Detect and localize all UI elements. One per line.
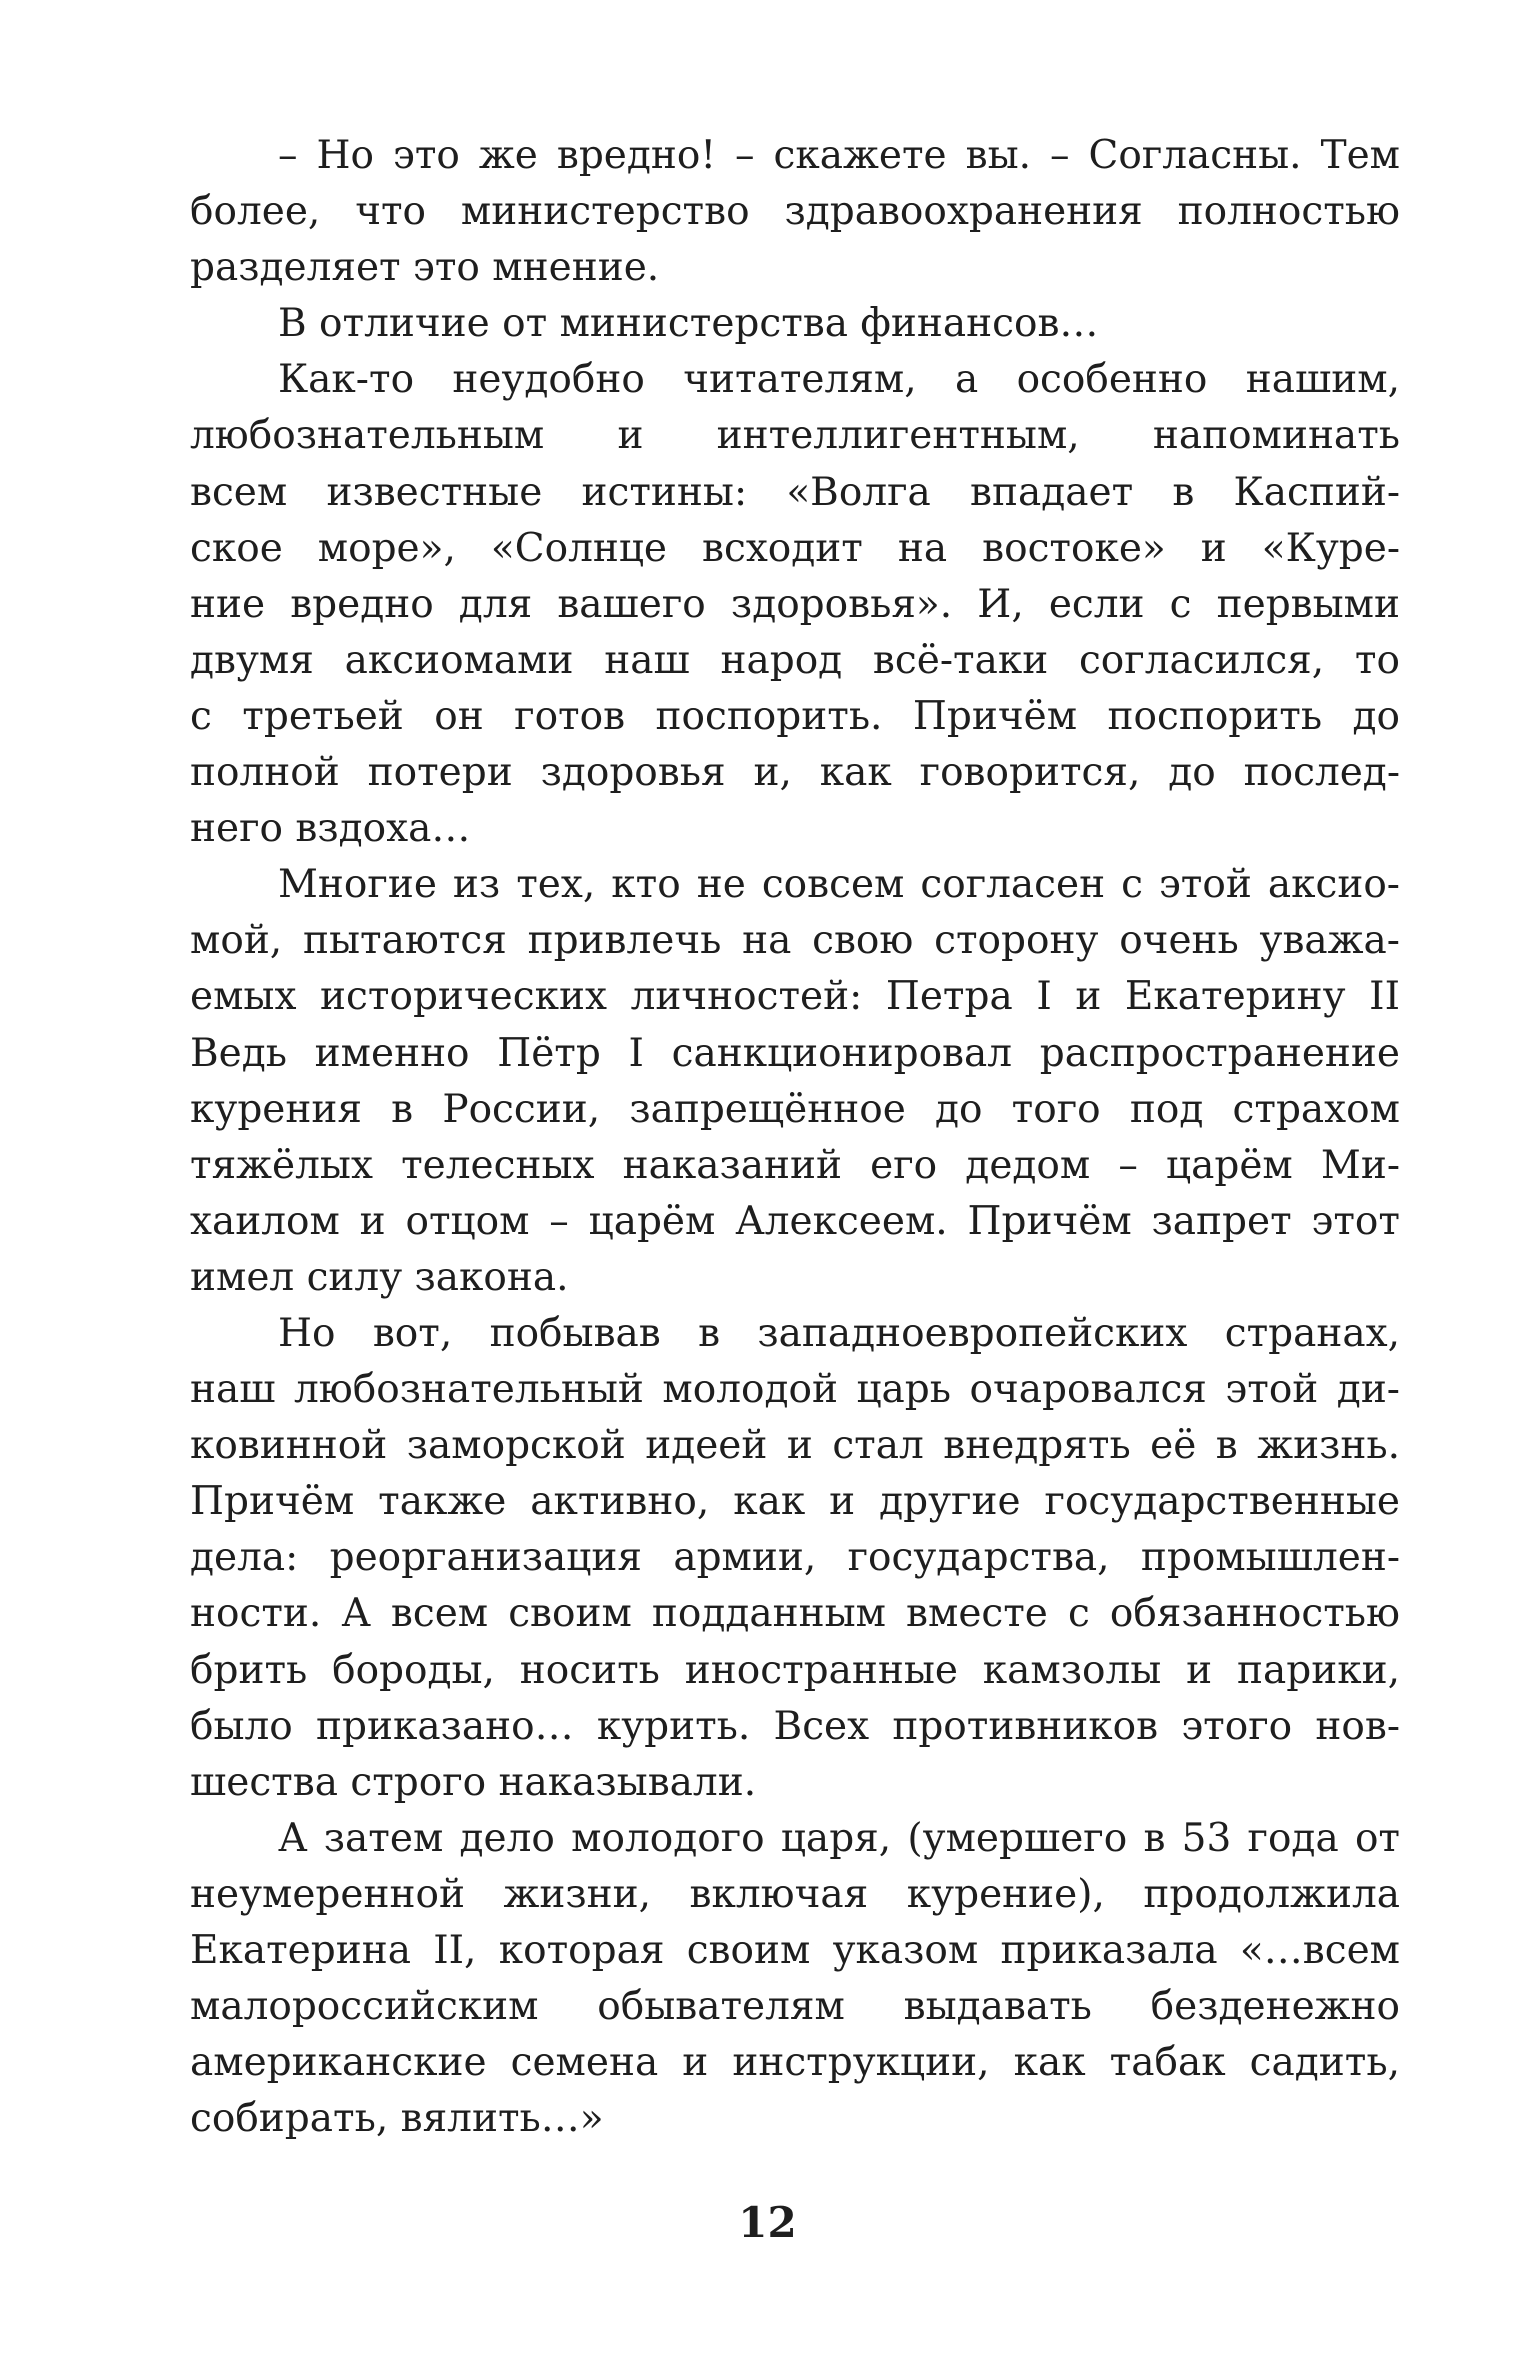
text-line: ние вредно для вашего здоровья». И, если с первыми bbox=[190, 581, 1400, 627]
text-line: разделяет это мнение. bbox=[190, 245, 660, 291]
text-line: наш любознательный молодой царь очаровался этой ди- bbox=[190, 1367, 1400, 1413]
text-line: Многие из тех, кто не совсем согласен с этой аксио- bbox=[278, 862, 1400, 908]
text-line: Причём также активно, как и другие государственные bbox=[190, 1479, 1400, 1525]
page-body-text bbox=[190, 128, 1400, 2147]
text-line: В отличие от министерства финансов… bbox=[278, 301, 1099, 347]
text-line: ности. А всем своим подданным вместе с обязанностью bbox=[190, 1591, 1400, 1637]
text-line: ковинной заморской идеей и стал внедрять её в жизнь. bbox=[190, 1423, 1400, 1469]
text-line: – Но это же вредно! – скажете вы. – Согласны. Тем bbox=[278, 133, 1400, 178]
text-line: малороссийским обывателям выдавать безденежно bbox=[190, 1984, 1400, 2030]
paragraph bbox=[190, 352, 1400, 857]
paragraph bbox=[190, 857, 1400, 1306]
text-line: мой, пытаются привлечь на свою сторону очень уважа- bbox=[190, 918, 1400, 964]
paragraph bbox=[190, 296, 1400, 352]
text-line: всем известные истины: «Волга впадает в Каспий- bbox=[190, 469, 1400, 515]
text-line: Екатерина II, которая своим указом приказала «…всем bbox=[190, 1928, 1400, 1973]
text-line: курения в России, запрещённое до того под страхом bbox=[190, 1086, 1400, 1132]
text-line: американские семена и инструкции, как табак садить, bbox=[190, 2040, 1400, 2086]
text-line: ское море», «Солнце всходит на востоке» и «Куре- bbox=[190, 525, 1400, 571]
text-line: Но вот, побывав в западноевропейских странах, bbox=[278, 1310, 1400, 1356]
text-line: хаилом и отцом – царём Алексеем. Причём запрет этот bbox=[190, 1198, 1400, 1244]
text-line: было приказано… курить. Всех противников этого нов- bbox=[190, 1703, 1400, 1749]
text-line: емых исторических личностей: Петра I и Екатерину II bbox=[190, 974, 1400, 1020]
text-line: брить бороды, носить иностранные камзолы и парики, bbox=[190, 1647, 1400, 1693]
text-line: любознательным и интеллигентным, напоминать bbox=[190, 413, 1400, 459]
paragraph bbox=[190, 1306, 1400, 1811]
text-line: более, что министерство здравоохранения полностью bbox=[190, 189, 1400, 235]
text-line: дела: реорганизация армии, государства, промышлен- bbox=[190, 1535, 1400, 1581]
text-line: А затем дело молодого царя, (умершего в 53 года от bbox=[278, 1815, 1400, 1861]
paragraph bbox=[190, 128, 1400, 296]
text-line: собирать, вялить…» bbox=[190, 2096, 604, 2142]
text-line: Как-то неудобно читателям, а особенно нашим, bbox=[278, 357, 1400, 403]
text-line: него вздоха… bbox=[190, 806, 471, 852]
text-line: с третьей он готов поспорить. Причём поспорить до bbox=[190, 693, 1400, 739]
text-line: шества строго наказывали. bbox=[190, 1759, 757, 1805]
paragraph bbox=[190, 1811, 1400, 2148]
text-line: тяжёлых телесных наказаний его дедом – царём Ми- bbox=[190, 1142, 1400, 1188]
text-line: полной потери здоровья и, как говорится, до послед- bbox=[190, 750, 1400, 796]
page-number: 12 bbox=[738, 2198, 797, 2247]
text-line: двумя аксиомами наш народ всё-таки согласился, то bbox=[190, 637, 1400, 683]
text-line: Ведь именно Пётр I санкционировал распространение bbox=[190, 1030, 1400, 1076]
text-line: неумеренной жизни, включая курение), продолжила bbox=[190, 1871, 1400, 1917]
text-line: имел силу закона. bbox=[190, 1254, 569, 1300]
